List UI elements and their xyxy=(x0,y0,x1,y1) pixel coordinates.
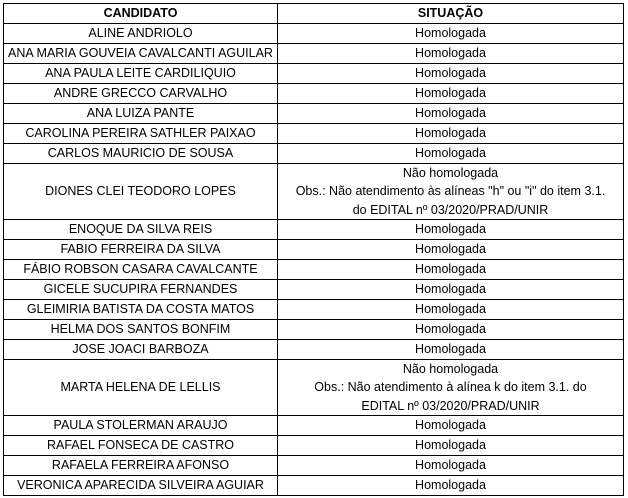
table-row xyxy=(4,476,624,496)
status-cell xyxy=(278,416,624,436)
status-text: Homologada xyxy=(415,262,486,276)
status-text: Homologada xyxy=(415,26,486,40)
candidate-name-cell: FABIO FERREIRA DA SILVA xyxy=(4,240,278,260)
status-text: Homologada xyxy=(415,302,486,316)
status-text: Homologada xyxy=(415,478,486,492)
status-cell xyxy=(278,476,624,496)
candidate-name-cell: PAULA STOLERMAN ARAUJO xyxy=(4,416,278,436)
candidate-name-cell: DIONES CLEI TEODORO LOPES xyxy=(4,164,278,220)
candidate-name-cell: ENOQUE DA SILVA REIS xyxy=(4,220,278,240)
status-text: Homologada xyxy=(415,66,486,80)
table-row xyxy=(4,104,624,124)
candidate-name-cell: JOSE JOACI BARBOZA xyxy=(4,340,278,360)
table-row xyxy=(4,320,624,340)
status-note-line: EDITAL nº 03/2020/PRAD/UNIR xyxy=(361,398,540,413)
status-cell xyxy=(278,436,624,456)
status-note-line: do EDITAL nº 03/2020/PRAD/UNIR xyxy=(352,202,549,217)
candidate-name-cell: FÁBIO ROBSON CASARA CAVALCANTE xyxy=(4,260,278,280)
table-header-row xyxy=(4,4,624,24)
table-row xyxy=(4,124,624,144)
table-row xyxy=(4,300,624,320)
status-cell xyxy=(278,300,624,320)
table-row xyxy=(4,24,624,44)
status-text: Homologada xyxy=(415,242,486,256)
table-row xyxy=(4,220,624,240)
status-text: Homologada xyxy=(415,222,486,236)
status-cell xyxy=(278,320,624,340)
status-cell xyxy=(278,456,624,476)
status-cell xyxy=(278,64,624,84)
status-cell xyxy=(278,240,624,260)
status-text: Homologada xyxy=(415,86,486,100)
status-text: Homologada xyxy=(415,342,486,356)
status-text: Homologada xyxy=(415,458,486,472)
column-header-candidato: CANDIDATO xyxy=(4,4,278,24)
candidates-table xyxy=(3,3,624,496)
status-cell xyxy=(278,124,624,144)
candidate-name-cell: VERONICA APARECIDA SILVEIRA AGUIAR xyxy=(4,476,278,496)
table-row xyxy=(4,416,624,436)
status-text: Homologada xyxy=(415,438,486,452)
status-cell xyxy=(278,260,624,280)
table-row xyxy=(4,240,624,260)
status-text: Homologada xyxy=(415,126,486,140)
status-cell xyxy=(278,84,624,104)
status-cell xyxy=(278,24,624,44)
status-cell xyxy=(278,164,624,220)
status-text: Homologada xyxy=(415,106,486,120)
candidate-name-cell: ANA LUIZA PANTE xyxy=(4,104,278,124)
table-row xyxy=(4,360,624,416)
status-note-line: Obs.: Não atendimento à alínea k do item 3.1. do xyxy=(314,380,587,395)
table-row xyxy=(4,436,624,456)
table-row xyxy=(4,340,624,360)
candidate-name-cell: ANA PAULA LEITE CARDILIQUIO xyxy=(4,64,278,84)
table-row xyxy=(4,260,624,280)
status-cell xyxy=(278,360,624,416)
status-text: Homologada xyxy=(415,46,486,60)
table-row xyxy=(4,164,624,220)
table-row xyxy=(4,64,624,84)
candidate-name-cell: HELMA DOS SANTOS BONFIM xyxy=(4,320,278,340)
status-cell xyxy=(278,280,624,300)
candidate-name-cell: MARTA HELENA DE LELLIS xyxy=(4,360,278,416)
table-row xyxy=(4,44,624,64)
column-header-situacao: SITUAÇÃO xyxy=(278,4,624,24)
table-row xyxy=(4,456,624,476)
status-cell xyxy=(278,220,624,240)
candidate-name-cell: RAFAEL FONSECA DE CASTRO xyxy=(4,436,278,456)
candidate-name-cell: CAROLINA PEREIRA SATHLER PAIXAO xyxy=(4,124,278,144)
status-cell xyxy=(278,340,624,360)
candidate-name-cell: RAFAELA FERREIRA AFONSO xyxy=(4,456,278,476)
status-cell xyxy=(278,104,624,124)
candidate-name-cell: ANA MARIA GOUVEIA CAVALCANTI AGUILAR xyxy=(4,44,278,64)
candidate-name-cell: GICELE SUCUPIRA FERNANDES xyxy=(4,280,278,300)
status-cell xyxy=(278,144,624,164)
status-text: Homologada xyxy=(415,322,486,336)
table-row xyxy=(4,84,624,104)
status-text: Não homologada xyxy=(402,362,499,377)
table-body xyxy=(4,24,624,496)
status-cell xyxy=(278,44,624,64)
table-row xyxy=(4,280,624,300)
status-text: Homologada xyxy=(415,282,486,296)
candidate-name-cell: GLEIMIRIA BATISTA DA COSTA MATOS xyxy=(4,300,278,320)
status-text: Homologada xyxy=(415,146,486,160)
status-note-line: Obs.: Não atendimento às alíneas "h" ou "i" do item 3.1. xyxy=(295,184,606,199)
status-text: Não homologada xyxy=(402,166,499,181)
table-row xyxy=(4,144,624,164)
status-text: Homologada xyxy=(415,418,486,432)
candidate-name-cell: CARLOS MAURICIO DE SOUSA xyxy=(4,144,278,164)
candidate-name-cell: ALINE ANDRIOLO xyxy=(4,24,278,44)
candidate-name-cell: ANDRE GRECCO CARVALHO xyxy=(4,84,278,104)
